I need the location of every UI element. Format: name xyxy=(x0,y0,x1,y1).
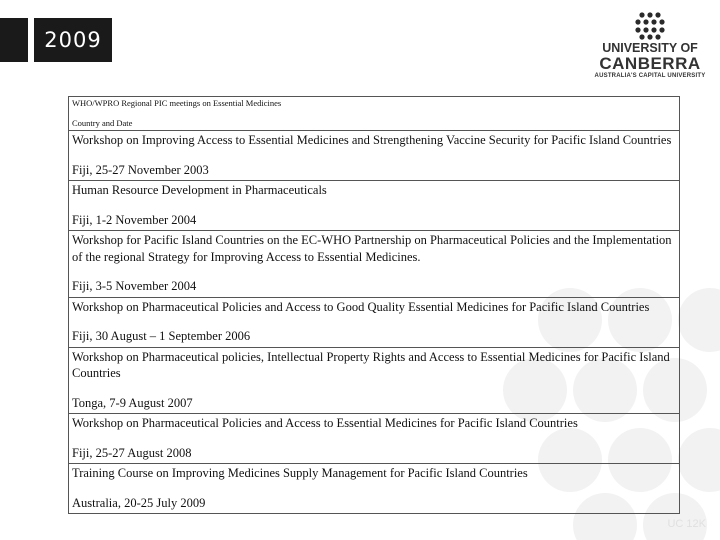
meeting-title: Human Resource Development in Pharmaceuticals xyxy=(72,183,327,197)
table-cell xyxy=(69,131,680,181)
meeting-title: Workshop on Pharmaceutical Policies and Access to Good Quality Essential Medicines for Pacific Island Countries xyxy=(72,299,650,314)
table-row xyxy=(69,231,680,298)
meeting-location-date: Fiji, 25-27 November 2003 xyxy=(72,162,209,177)
meeting-location-date: Fiji, 3-5 November 2004 xyxy=(72,279,197,293)
meeting-location-date: Fiji, 25-27 August 2008 xyxy=(72,445,192,460)
table-cell xyxy=(69,181,680,231)
column-label: Country and Date xyxy=(72,118,133,128)
table-cell xyxy=(69,297,680,347)
table-cell xyxy=(69,414,680,464)
table-cell xyxy=(69,231,680,298)
table-cell xyxy=(69,347,680,414)
year-label: 2009 xyxy=(34,18,112,62)
meeting-title: Workshop on Pharmaceutical policies, Intellectual Property Rights and Access to Essential Medicines for Pacific Island Countries xyxy=(72,349,670,380)
table-cell xyxy=(69,464,680,514)
logo-line-1: UNIVERSITY OF xyxy=(602,41,698,55)
meeting-title: Workshop on Pharmaceutical Policies and Access to Essential Medicines for Pacific Island Countries xyxy=(72,416,578,430)
university-logo xyxy=(585,12,715,92)
meeting-title: Training Course on Improving Medicines Supply Management for Pacific Island Countries xyxy=(72,466,528,480)
logo-dots-icon xyxy=(632,12,668,40)
table-row xyxy=(69,297,680,347)
table-title: WHO/WPRO Regional PIC meetings on Essential Medicines xyxy=(72,98,282,108)
table-header-cell xyxy=(69,97,680,131)
meeting-title: Workshop on Improving Access to Essential Medicines and Strengthening Vaccine Security for Pacific Island Countries xyxy=(72,133,672,147)
meeting-location-date: Fiji, 1-2 November 2004 xyxy=(72,212,197,227)
meeting-location-date: Tonga, 7-9 August 2007 xyxy=(72,395,193,410)
meeting-title: Workshop for Pacific Island Countries on the EC-WHO Partnership on Pharmaceutical Policies and the Implementation of the regional Strategy for Improving Access to Essential Medicines. xyxy=(72,233,672,264)
meeting-location-date: Fiji, 30 August – 1 September 2006 xyxy=(72,329,251,343)
header-left-bar xyxy=(0,18,28,62)
table-row xyxy=(69,347,680,414)
meetings-table xyxy=(68,96,680,514)
page-number: UC 12K xyxy=(667,518,706,530)
logo-tagline: AUSTRALIA'S CAPITAL UNIVERSITY xyxy=(594,73,706,79)
table-row xyxy=(69,131,680,181)
logo-line-2: CANBERRA xyxy=(599,54,701,73)
table-row xyxy=(69,414,680,464)
table-row xyxy=(69,464,680,514)
table-row xyxy=(69,181,680,231)
table-header-row xyxy=(69,97,680,131)
meeting-location-date: Australia, 20-25 July 2009 xyxy=(72,495,206,510)
